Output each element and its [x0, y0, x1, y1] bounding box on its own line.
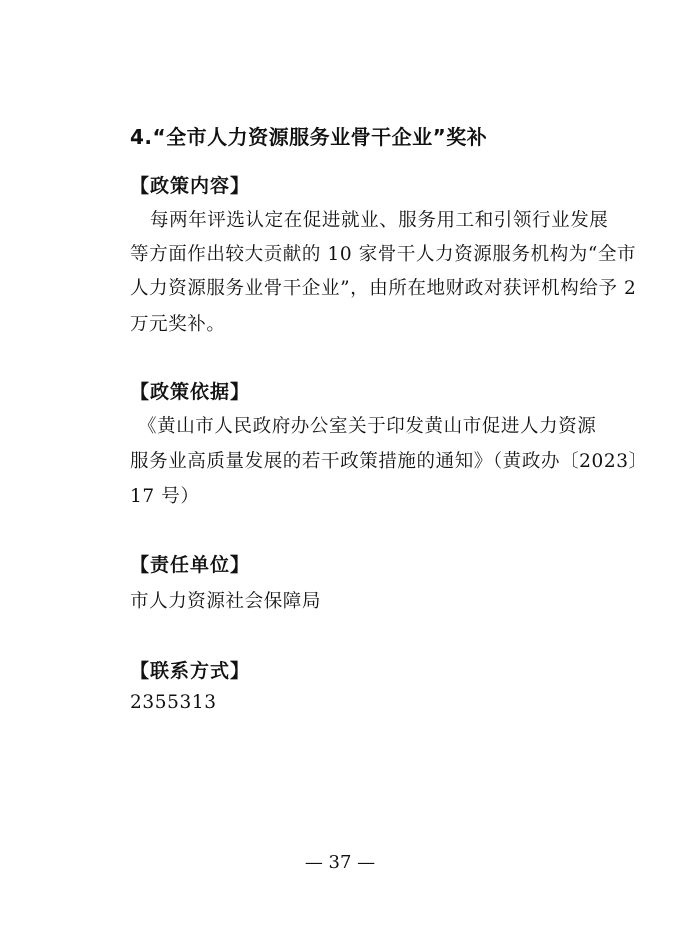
policy-basis-line: 《黄山市人民政府办公室关于印发黄山市促进人力资源: [138, 416, 597, 437]
policy-content-heading: 【政策内容】: [130, 175, 251, 197]
page-number: — 37 —: [304, 852, 376, 873]
contact-number: 2355313: [130, 692, 217, 713]
responsible-unit-heading: 【责任单位】: [130, 554, 251, 576]
contact-heading: 【联系方式】: [130, 660, 251, 682]
policy-content-line: 万元奖补。: [130, 314, 226, 335]
policy-content-line: 每两年评选认定在促进就业、服务用工和引领行业发展: [150, 210, 609, 231]
policy-content-line: 等方面作出较大贡献的 10 家骨干人力资源服务机构为“全市: [130, 244, 637, 265]
policy-basis-heading: 【政策依据】: [130, 381, 251, 403]
responsible-unit-text: 市人力资源社会保障局: [130, 591, 322, 612]
section-title: 4.“全市人力资源服务业骨干企业”奖补: [130, 125, 488, 149]
policy-basis-line: 17 号）: [130, 486, 200, 507]
policy-content-line: 人力资源服务业骨干企业”，由所在地财政对获评机构给予 2: [130, 278, 637, 299]
policy-basis-line: 服务业高质量发展的若干政策措施的通知》（黄政办〔2023〕: [130, 451, 648, 472]
